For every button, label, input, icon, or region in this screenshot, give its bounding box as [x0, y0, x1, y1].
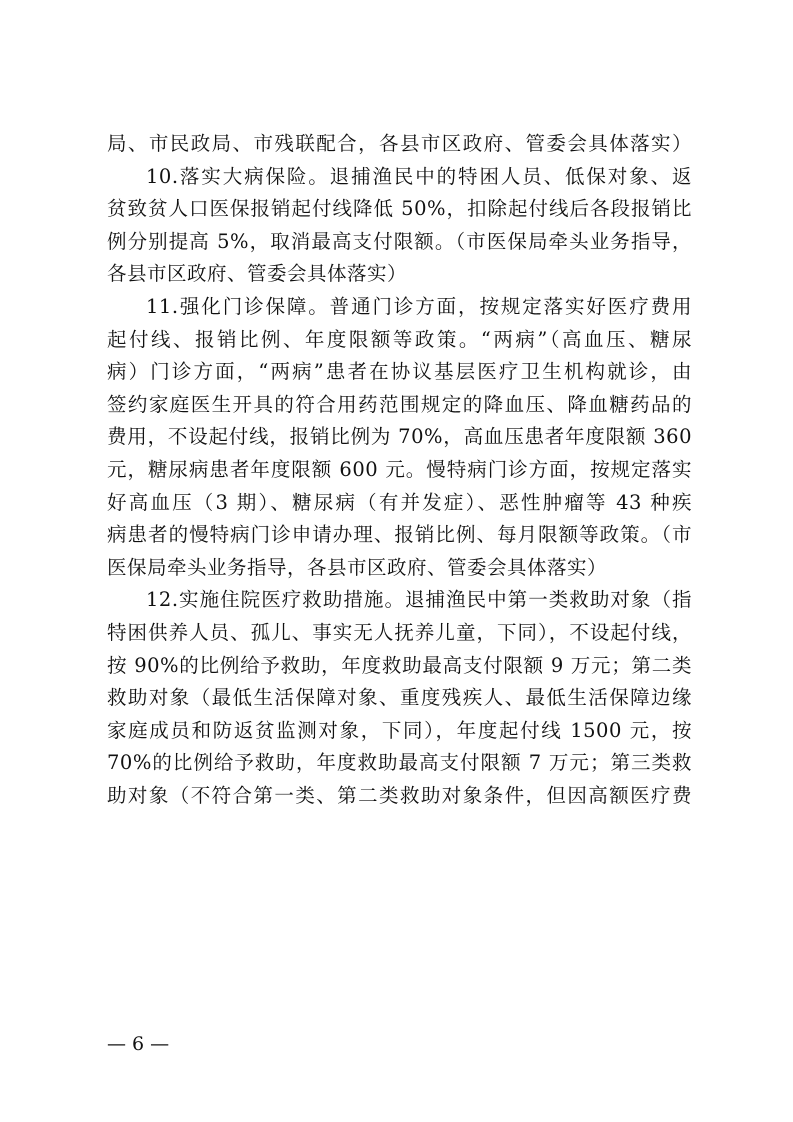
text-line: 费用，不设起付线，报销比例为 70%，高血压患者年度限额 360: [107, 425, 692, 449]
text-line: 特困供养人员、孤儿、事实无人抚养儿童，下同），不设起付线，: [107, 620, 692, 644]
text-line: 起付线、报销比例、年度限额等政策。“两病”（高血压、糖尿: [107, 327, 692, 351]
text-line: 好高血压（3 期）、糖尿病（有并发症）、恶性肿瘤等 43 种疾: [107, 490, 692, 514]
text-line: 救助对象（最低生活保障对象、重度残疾人、最低生活保障边缘: [107, 686, 692, 710]
page-number: — 6 —: [107, 1033, 170, 1055]
text-line: 局、市民政局、市残联配合，各县市区政府、管委会具体落实）: [107, 132, 692, 155]
text-line: 贫致贫人口医保报销起付线降低 50%，扣除起付线后各段报销比: [107, 197, 692, 221]
text-line: 元，糖尿病患者年度限额 600 元。慢特病门诊方面，按规定落实: [107, 457, 692, 481]
paragraph-item-10: [107, 161, 692, 291]
paragraph-item-11: [107, 291, 692, 584]
paragraph-continuation: [107, 128, 692, 161]
text-line: 10.落实大病保险。退捕渔民中的特困人员、低保对象、返: [146, 164, 692, 188]
text-line: 70%的比例给予救助，年度救助最高支付限额 7 万元；第三类救: [107, 751, 692, 775]
text-line: 病）门诊方面，“两病”患者在协议基层医疗卫生机构就诊，由: [107, 360, 692, 384]
text-line: 按 90%的比例给予救助，年度救助最高支付限额 9 万元；第二类: [107, 653, 692, 677]
paragraph-item-12: [107, 584, 692, 812]
text-line: 医保局牵头业务指导，各县市区政府、管委会具体落实）: [107, 555, 608, 579]
text-line: 11.强化门诊保障。普通门诊方面，按规定落实好医疗费用: [146, 294, 692, 318]
document-body: [107, 128, 692, 812]
text-line: 12.实施住院医疗救助措施。退捕渔民中第一类救助对象（指: [146, 588, 692, 612]
text-line: 例分别提高 5%，取消最高支付限额。（市医保局牵头业务指导，: [107, 229, 692, 253]
text-line: 签约家庭医生开具的符合用药范围规定的降血压、降血糖药品的: [107, 392, 692, 416]
text-line: 助对象（不符合第一类、第二类救助对象条件，但因高额医疗费: [107, 783, 692, 807]
text-line: 病患者的慢特病门诊申请办理、报销比例、每月限额等政策。（市: [107, 523, 692, 547]
text-line: 各县市区政府、管委会具体落实）: [107, 262, 408, 286]
text-line: 家庭成员和防返贫监测对象，下同），年度起付线 1500 元，按: [107, 718, 692, 742]
